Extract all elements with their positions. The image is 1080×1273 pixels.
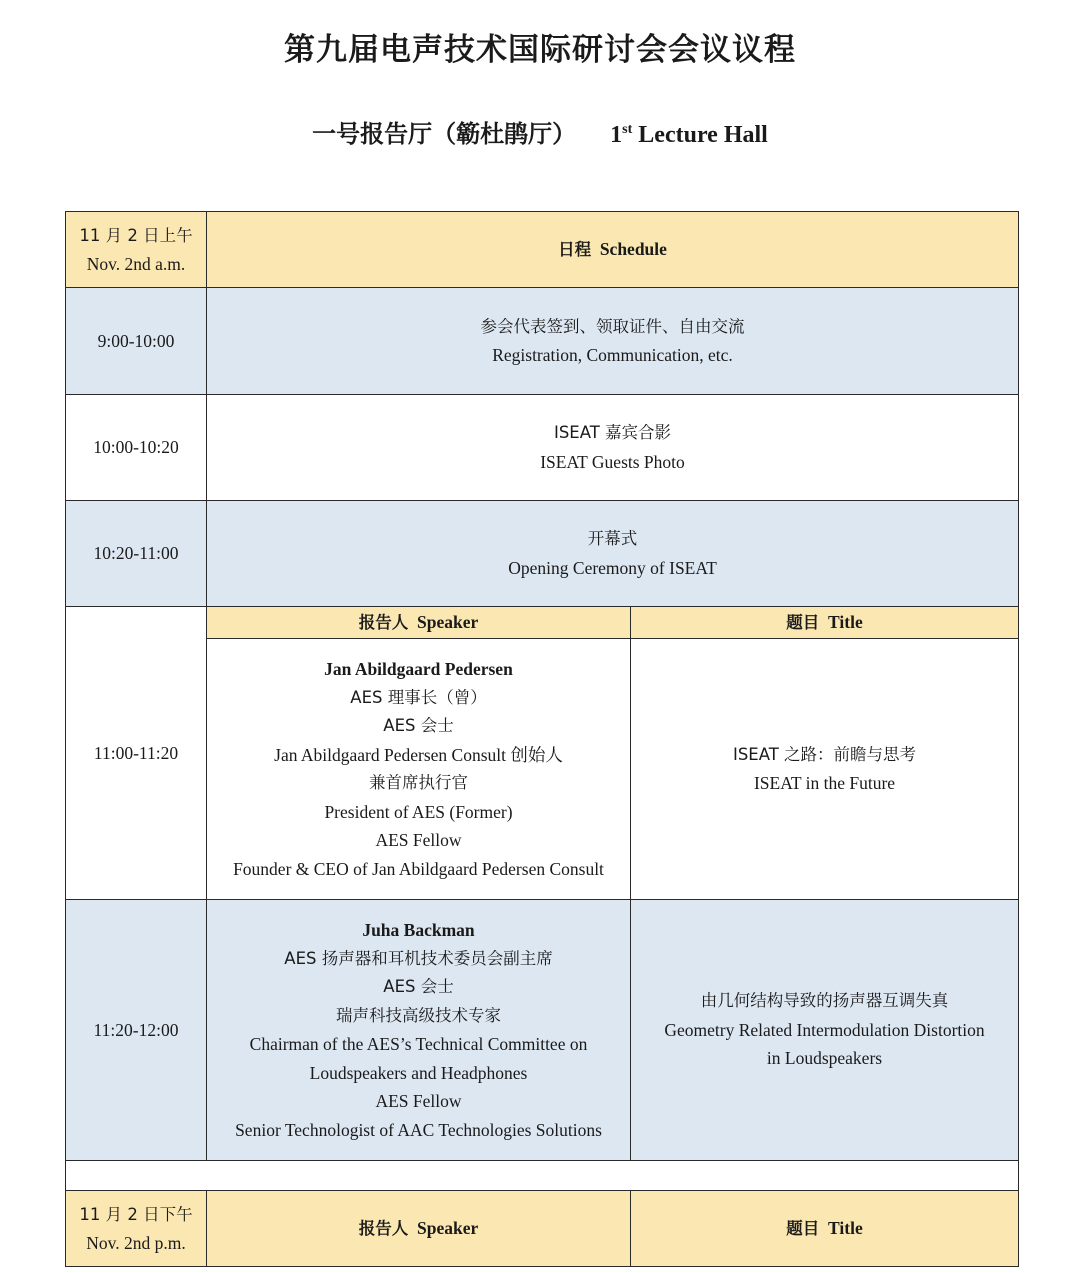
title-column-header [631, 607, 1019, 639]
speaker-line: Chairman of the AES’s Technical Committee on [249, 1034, 588, 1054]
speaker-line: AES Fellow [375, 1091, 462, 1111]
talk-time: 11:00-11:20 [66, 607, 207, 900]
hall-name-zh: 一号报告厅（簕杜鹃厅） [312, 120, 577, 148]
morning-date-zh: 11 月 2 日上午 [79, 225, 193, 245]
session-content [207, 395, 1019, 501]
speaker-line: Founder & CEO of Jan Abildgaard Pedersen Consult [233, 858, 604, 879]
title-label-zh: 题目 [786, 1218, 820, 1238]
talk-row [66, 639, 1019, 900]
talk-title-en: in Loudspeakers [766, 1048, 883, 1069]
session-content [207, 501, 1019, 607]
talk-title-zh: 由几何结构导致的扬声器互调失真 [700, 991, 949, 1011]
session-time: 10:00-10:20 [66, 395, 207, 501]
speaker-column-header [207, 1191, 631, 1267]
speaker-line: President of AES (Former) [324, 801, 513, 822]
hall-number: 1 [610, 122, 623, 148]
session-title-en: Registration, Communication, etc. [492, 345, 733, 365]
spacer-row [66, 1161, 1019, 1191]
speaker-label-zh: 报告人 [358, 612, 409, 632]
talk-time: 11:20-12:00 [66, 900, 207, 1161]
speaker-line: AES 会士 [383, 977, 454, 996]
session-row [66, 288, 1019, 395]
page-title: 第九届电声技术国际研讨会会议议程 [284, 32, 796, 68]
speaker-label-zh: 报告人 [358, 1218, 409, 1238]
speaker-column-header [207, 607, 631, 639]
morning-date-en: Nov. 2nd a.m. [86, 253, 186, 274]
session-content [207, 288, 1019, 395]
speaker-line: 兼首席执行官 [369, 773, 468, 792]
session-title-zh: 开幕式 [587, 529, 638, 548]
speaker-line: AES 会士 [383, 716, 454, 735]
talk-title [631, 900, 1019, 1161]
session-title-zh: 参会代表签到、领取证件、自由交流 [480, 316, 745, 336]
afternoon-date-cell [66, 1191, 207, 1267]
speaker-name: Juha Backman [362, 920, 475, 940]
talk-speaker [207, 900, 631, 1161]
hall-subtitle [0, 114, 1080, 149]
speaker-label-en: Speaker [417, 1217, 479, 1238]
session-title-zh: ISEAT 嘉宾合影 [553, 423, 672, 442]
speaker-line: AES 理事长（曾） [350, 687, 487, 707]
speaker-line: Senior Technologist of AAC Technologies Solutions [235, 1119, 602, 1140]
title-column-header [631, 1191, 1019, 1267]
spacer-cell [66, 1161, 1019, 1191]
speaker-line: Jan Abildgaard Pedersen Consult 创始人 [274, 744, 563, 765]
afternoon-date-zh: 11 月 2 日下午 [79, 1204, 193, 1224]
hall-number-suffix: st [622, 122, 633, 137]
speaker-label-en: Speaker [417, 611, 479, 632]
session-title-en: Opening Ceremony of ISEAT [508, 557, 717, 578]
talk-title-en: ISEAT in the Future [753, 773, 896, 793]
speaker-line: 瑞声科技高级技术专家 [336, 1005, 501, 1025]
speaker-line: AES 扬声器和耳机技术委员会副主席 [284, 948, 553, 968]
session-row [66, 395, 1019, 501]
agenda-table [65, 211, 1019, 1267]
afternoon-date-en: Nov. 2nd p.m. [86, 1232, 186, 1253]
talk-row [66, 900, 1019, 1161]
talk-title-en: Geometry Related Intermodulation Distortion [664, 1019, 985, 1040]
session-time: 9:00-10:00 [66, 288, 207, 395]
title-label-zh: 题目 [786, 612, 820, 632]
morning-date-cell [66, 212, 207, 288]
session-title-en: ISEAT Guests Photo [540, 451, 685, 472]
session-time: 10:20-11:00 [66, 501, 207, 607]
speaker-line: AES Fellow [375, 830, 462, 850]
speaker-name: Jan Abildgaard Pedersen [324, 659, 513, 679]
hall-name-en: Lecture Hall [632, 122, 768, 148]
session-row [66, 501, 1019, 607]
talk-title [631, 639, 1019, 900]
schedule-label-zh: 日程 [558, 239, 592, 259]
schedule-label-en: Schedule [599, 238, 667, 259]
schedule-header [207, 212, 1019, 288]
speaker-line: Loudspeakers and Headphones [309, 1062, 528, 1083]
title-label-en: Title [828, 1217, 863, 1238]
title-label-en: Title [828, 611, 863, 632]
talk-speaker [207, 639, 631, 900]
talk-title-zh: ISEAT 之路：前瞻与思考 [732, 744, 917, 764]
